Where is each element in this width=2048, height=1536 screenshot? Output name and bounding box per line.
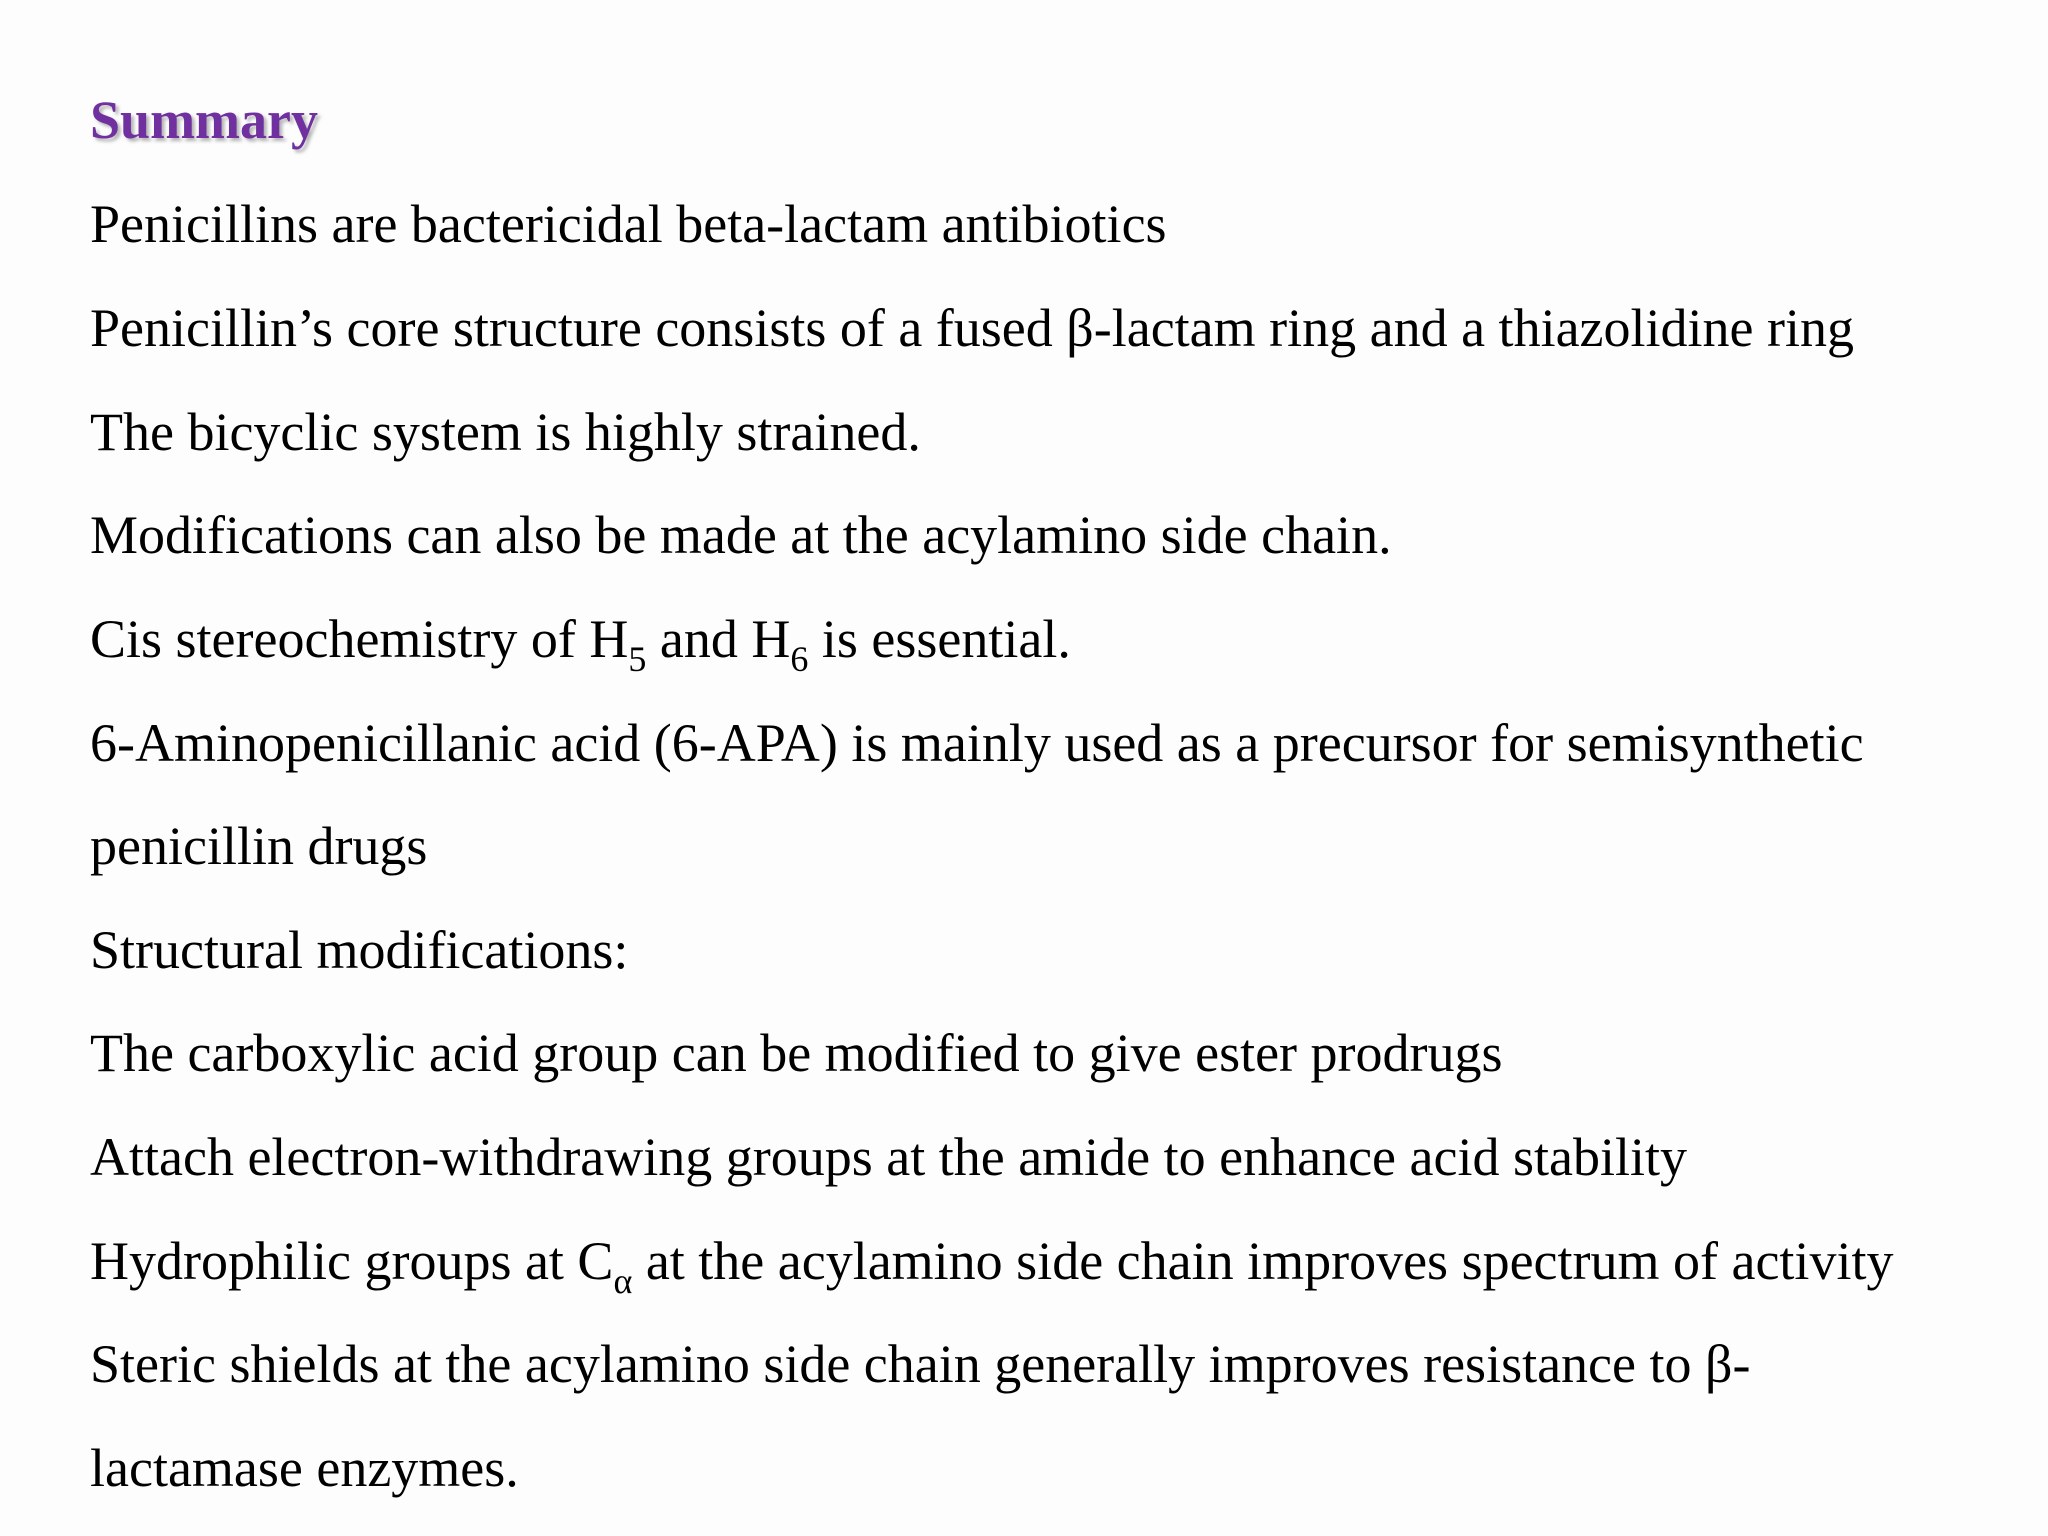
summary-line-10: Attach electron-withdrawing groups at the amide to enhance acid stability (90, 1127, 1687, 1187)
summary-line-2: Penicillin’s core structure consists of a fused β-lactam ring and a thiazolidine ring (90, 298, 1854, 358)
h5-subscript: 5 (628, 639, 647, 679)
summary-line-11 (90, 1229, 1894, 1301)
slide-title: Summary (90, 90, 318, 150)
summary-line-3: The bicyclic system is highly strained. (90, 402, 921, 462)
summary-line-4: Modifications can also be made at the acylamino side chain. (90, 505, 1392, 565)
summary-line-9: The carboxylic acid group can be modified to give ester prodrugs (90, 1023, 1503, 1083)
summary-line-7: penicillin drugs (90, 816, 428, 876)
summary-line-8: Structural modifications: (90, 920, 629, 980)
summary-line-5 (90, 607, 1071, 679)
line-5-text-end: is essential. (808, 609, 1071, 669)
summary-line-1: Penicillins are bactericidal beta-lactam antibiotics (90, 194, 1167, 254)
line-11-text-start: Hydrophilic groups at C (90, 1231, 614, 1291)
line-5-text-middle: and H (646, 609, 791, 669)
c-alpha-subscript: α (613, 1261, 633, 1301)
line-11-text-end: at the acylamino side chain improves spectrum of activity (632, 1231, 1894, 1291)
h6-subscript: 6 (790, 639, 809, 679)
summary-line-13: lactamase enzymes. (90, 1438, 519, 1498)
line-5-text-start: Cis stereochemistry of H (90, 609, 629, 669)
summary-line-12: Steric shields at the acylamino side chain generally improves resistance to β- (90, 1334, 1751, 1394)
summary-line-6: 6-Aminopenicillanic acid (6-APA) is mainly used as a precursor for semisynthetic (90, 713, 1864, 773)
